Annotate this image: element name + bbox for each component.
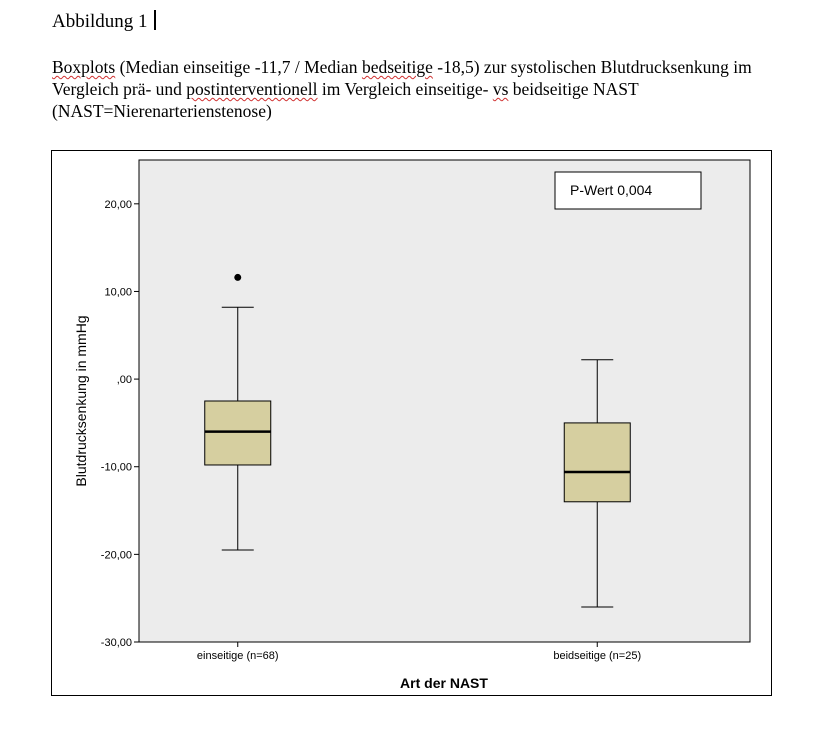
y-tick-label: ,00 <box>116 374 132 387</box>
text-cursor <box>154 10 156 30</box>
iqr-box <box>564 423 630 502</box>
y-axis-title: Blutdrucksenkung in mmHg <box>73 315 89 487</box>
caption-bedseitige-word: bedseitige <box>361 57 433 77</box>
caption-vs-word: vs <box>492 79 509 99</box>
caption-part-2: -18,5) zur systolischen Blutdrucksenkung im Vergleich prä- und <box>52 57 752 99</box>
y-tick-label: 20,00 <box>104 198 132 211</box>
figure-heading-text: Abbildung 1 <box>52 11 148 32</box>
p-value-annotation <box>555 172 701 209</box>
y-axis <box>101 199 139 649</box>
outlier-point <box>234 274 241 281</box>
x-tick-label: einseitige (n=68) <box>196 650 279 662</box>
caption-part-1: (Median einseitige -11,7 / Median <box>115 57 362 77</box>
caption-part-3: im Vergleich einseitige- <box>317 79 493 99</box>
y-tick-label: -10,00 <box>100 461 132 474</box>
p-value-text: P-Wert 0,004 <box>570 182 653 198</box>
figure-caption <box>52 56 792 122</box>
x-tick-label: beidseitige (n=25) <box>553 650 642 662</box>
iqr-box <box>205 401 271 465</box>
caption-boxplots-word: Boxplots <box>52 57 116 77</box>
y-tick-label: -20,00 <box>100 549 132 562</box>
caption-postinterventionell-word: postinterventionell <box>186 79 318 99</box>
chart-frame <box>51 150 772 696</box>
boxplot-chart <box>52 151 771 695</box>
figure-heading <box>52 10 156 33</box>
x-axis <box>197 642 641 662</box>
y-tick-label: -30,00 <box>100 637 132 649</box>
y-tick-label: 10,00 <box>104 286 132 299</box>
caption-part-4: beidseitige NAST (NAST=Nierenarterienstenose) <box>52 79 639 121</box>
x-axis-title: Art der NAST <box>400 675 488 691</box>
